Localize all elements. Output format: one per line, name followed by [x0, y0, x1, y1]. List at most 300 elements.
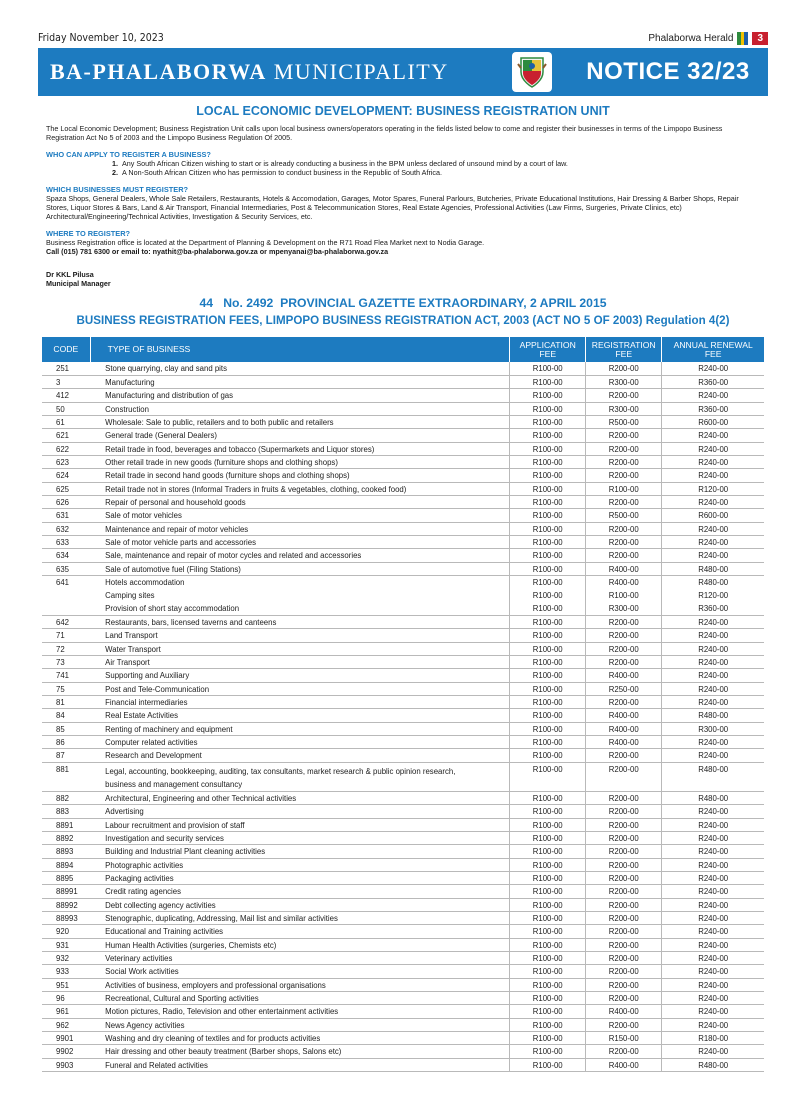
- cell-application-fee: R100-00: [510, 682, 586, 695]
- cell-renewal-fee: R240-00: [662, 469, 764, 482]
- gazette-reference: 44 No. 2492 PROVINCIAL GAZETTE EXTRAORDINARY, 2 APRIL 2015: [199, 296, 607, 310]
- cell-business-type: Wholesale: Sale to public, retailers and to both public and retailers: [90, 415, 510, 428]
- cell-renewal-fee: R240-00: [662, 495, 764, 508]
- flag-stripes-icon: [737, 32, 748, 45]
- notice-number: NOTICE 32/23: [568, 48, 768, 96]
- table-row: [42, 805, 764, 818]
- intro-paragraph: The Local Economic Development; Business Registration Unit calls upon local business owners/operators operating in the fields listed below to come and register their businesses in terms of the Limpopo Business Registration Act No 5 of 2003 and the Limpopo Business Regulation Of 2005.: [46, 124, 723, 142]
- banner-title-bold: BA-PHALABORWA: [50, 59, 267, 84]
- col-header-application-line2: FEE: [539, 348, 557, 359]
- cell-business-type: Sale of motor vehicle parts and accessories: [90, 535, 510, 548]
- cell-business-type: Labour recruitment and provision of staff: [90, 818, 510, 831]
- cell-code: 641: [56, 578, 70, 587]
- cell-code: 624: [42, 469, 90, 482]
- cell-registration-fee: R500-00: [586, 415, 662, 428]
- cell-business-type: Camping sites: [105, 590, 155, 600]
- contact-line: Call (015) 781 6300 or email to: nyathit@ba-phalaborwa.gov.za or mpenyanai@ba-phalaborwa.gov.za: [46, 247, 389, 256]
- cell-application-fee: R100-00: [510, 1018, 586, 1031]
- cell-registration-fee: R200-00: [586, 642, 662, 655]
- paper-masthead: [648, 32, 768, 45]
- cell-code: 9902: [42, 1045, 90, 1058]
- cell-renewal-fee: R240-00: [662, 629, 764, 642]
- cell-application-fee: R100-00: [510, 991, 586, 1004]
- cell-application-fee: R100-00: [510, 669, 586, 682]
- table-row: [42, 722, 764, 735]
- cell-business-type: Sale, maintenance and repair of motor cycles and related and accessories: [90, 549, 510, 562]
- cell-renewal-fee: R480-00: [662, 762, 764, 791]
- cell-business-type: Manufacturing: [90, 375, 510, 388]
- cell-application-fee: R100-00: [510, 1045, 586, 1058]
- cell-business-type: Veterinary activities: [90, 951, 510, 964]
- cell-application-fee: R100-00: [510, 965, 586, 978]
- cell-application-fee: R100-00: [510, 535, 586, 548]
- municipal-crest-icon: [512, 52, 552, 92]
- cell-renewal-fee: R240-00: [662, 549, 764, 562]
- cell-business-type: Debt collecting agency activities: [90, 898, 510, 911]
- cell-registration-fee: R200-00: [586, 858, 662, 871]
- cell-code: 251: [42, 362, 90, 375]
- cell-registration-fee: R200-00: [586, 362, 662, 375]
- cell-application-fee: R100-00: [510, 885, 586, 898]
- cell-renewal-fee: R300-00: [662, 722, 764, 735]
- cell-business-type: Hair dressing and other beauty treatment (Barber shops, Salons etc): [90, 1045, 510, 1058]
- table-row: [42, 1058, 764, 1071]
- table-row: [42, 469, 764, 482]
- cell-code: 920: [42, 925, 90, 938]
- cell-code: 9901: [42, 1032, 90, 1045]
- signatory-title: Municipal Manager: [46, 279, 111, 288]
- cell-business-type: Sale of automotive fuel (Filing Stations): [90, 562, 510, 575]
- cell-renewal-fee: R240-00: [662, 978, 764, 991]
- table-row: [42, 375, 764, 388]
- cell-application-fee: R100-00: [510, 951, 586, 964]
- cell-application-fee: R100-00: [510, 1005, 586, 1018]
- list-text: Any South African Citizen wishing to start or is already conducting a business in the BPM unless declared of unsound mind by a court of law.: [122, 159, 568, 168]
- fees-table-body: [42, 362, 764, 1072]
- cell-application-fee: R100-00: [510, 656, 586, 669]
- list-text: A Non-South African Citizen who has permission to conduct business in the Republic of South Africa.: [122, 168, 443, 177]
- table-row: [42, 415, 764, 428]
- cell-code: 623: [42, 455, 90, 468]
- cell-application-fee: R100-00: [510, 1032, 586, 1045]
- table-row: [42, 965, 764, 978]
- cell-registration-fee: R200-00: [586, 549, 662, 562]
- cell-registration-fee: R400-00: [586, 576, 662, 589]
- table-row: [42, 818, 764, 831]
- cell-renewal-fee: R240-00: [662, 362, 764, 375]
- cell-application-fee: R100-00: [510, 549, 586, 562]
- cell-registration-fee: R200-00: [586, 818, 662, 831]
- table-row: [42, 656, 764, 669]
- table-header-row: [42, 337, 764, 362]
- cell-business-type: Manufacturing and distribution of gas: [90, 389, 510, 402]
- cell-application-fee: R100-00: [510, 522, 586, 535]
- cell-registration-fee: R200-00: [586, 616, 662, 629]
- cell-code: 932: [42, 951, 90, 964]
- who-list: [46, 159, 760, 177]
- who-heading: WHO CAN APPLY TO REGISTER A BUSINESS?: [46, 150, 211, 159]
- cell-renewal-fee: R120-00: [662, 482, 764, 495]
- cell-registration-fee: R200-00: [586, 1045, 662, 1058]
- cell-business-type: Architectural, Engineering and other Technical activities: [90, 791, 510, 804]
- cell-registration-fee: R200-00: [586, 911, 662, 924]
- cell-application-fee: R100-00: [510, 938, 586, 951]
- cell-registration-fee: R200-00: [586, 1018, 662, 1031]
- cell-business-type: General trade (General Dealers): [90, 429, 510, 442]
- cell-code: 81: [42, 696, 90, 709]
- cell-business-type: Computer related activities: [90, 736, 510, 749]
- cell-renewal-fee: R240-00: [662, 818, 764, 831]
- cell-business-type: Post and Tele-Communication: [90, 682, 510, 695]
- cell-application-fee: R100-00: [510, 736, 586, 749]
- cell-registration-fee: R400-00: [586, 669, 662, 682]
- cell-business-type: Supporting and Auxiliary: [90, 669, 510, 682]
- cell-registration-fee: R200-00: [586, 925, 662, 938]
- cell-renewal-fee: R240-00: [662, 749, 764, 762]
- cell-registration-fee: R200-00: [586, 696, 662, 709]
- cell-renewal-fee: R240-00: [662, 898, 764, 911]
- table-row: [42, 1018, 764, 1031]
- fees-table: [42, 337, 764, 1072]
- cell-renewal-fee: R240-00: [662, 429, 764, 442]
- cell-registration-fee: R200-00: [586, 831, 662, 844]
- cell-registration-fee: R200-00: [586, 495, 662, 508]
- cell-renewal-fee: R240-00: [662, 642, 764, 655]
- cell-code: 72: [42, 642, 90, 655]
- cell-renewal-fee: R240-00: [662, 991, 764, 1004]
- cell-code: 633: [42, 535, 90, 548]
- cell-application-fee: R100-00: [510, 642, 586, 655]
- cell-code: 882: [42, 791, 90, 804]
- cell-registration-fee: R200-00: [586, 629, 662, 642]
- cell-renewal-fee: R240-00: [662, 1005, 764, 1018]
- banner-title: [50, 59, 449, 85]
- cell-application-fee: R100-00: [510, 696, 586, 709]
- cell-application-fee: R100-00: [510, 629, 586, 642]
- cell-renewal-fee: R360-00: [662, 402, 764, 415]
- cell-registration-fee: R200-00: [586, 885, 662, 898]
- cell-registration-fee: R100-00: [586, 589, 662, 602]
- cell-code: 631: [42, 509, 90, 522]
- cell-renewal-fee: R480-00: [662, 562, 764, 575]
- cell-business-type: News Agency activities: [90, 1018, 510, 1031]
- cell-application-fee: R100-00: [510, 709, 586, 722]
- table-row: [42, 951, 764, 964]
- cell-business-type: Retail trade in second hand goods (furniture shops and clothing shops): [90, 469, 510, 482]
- cell-renewal-fee: R240-00: [662, 885, 764, 898]
- cell-code: 88992: [42, 898, 90, 911]
- table-row: [42, 549, 764, 562]
- cell-code: 625: [42, 482, 90, 495]
- cell-business-type: Photographic activities: [90, 858, 510, 871]
- cell-application-fee: R100-00: [510, 362, 586, 375]
- cell-code: 881: [42, 762, 90, 791]
- cell-business-type: Land Transport: [90, 629, 510, 642]
- cell-registration-fee: R300-00: [586, 375, 662, 388]
- cell-business-type: Building and Industrial Plant cleaning activities: [90, 845, 510, 858]
- which-paragraph: Spaza Shops, General Dealers, Whole Sale Retailers, Restaurants, Hotels & Accomodation, Garages, Motor Spares, Funeral Parlours, Butcheries, Private Educational Institutions, Hair Dressing & Barber Shops, Repair Stores, Liquor Stores & Bars, Land & Air Transport, Financial Intermediaries, Post & Telecommunication Stores, Real Estate Agencies, Professional Activities (Law Firms, Surgeries, Private Clinics, etc) Architectural/Engineering/Technical Activities, Investigation & Security Services, etc.: [46, 194, 739, 221]
- cell-business-type: Hotels accommodation: [105, 578, 185, 587]
- table-row: [42, 535, 764, 548]
- col-header-registration-line1: REGISTRATION: [591, 339, 656, 350]
- cell-registration-fee: R200-00: [586, 871, 662, 884]
- table-row: [42, 589, 764, 602]
- cell-code: 3: [42, 375, 90, 388]
- cell-registration-fee: R200-00: [586, 805, 662, 818]
- cell-registration-fee: R200-00: [586, 898, 662, 911]
- cell-renewal-fee: R240-00: [662, 951, 764, 964]
- cell-code: 412: [42, 389, 90, 402]
- col-header-registration: [586, 337, 662, 362]
- cell-business-type: Social Work activities: [90, 965, 510, 978]
- cell-business-type: Sale of motor vehicles: [90, 509, 510, 522]
- cell-renewal-fee: R360-00: [662, 375, 764, 388]
- table-row: [42, 495, 764, 508]
- cell-renewal-fee: R240-00: [662, 871, 764, 884]
- cell-code: 8893: [42, 845, 90, 858]
- cell-application-fee: R100-00: [510, 858, 586, 871]
- where-paragraph: Business Registration office is located at the Department of Planning & Development on the R71 Road Flea Market next to Nodia Garage.: [46, 238, 485, 247]
- cell-code: 87: [42, 749, 90, 762]
- cell-application-fee: R100-00: [510, 482, 586, 495]
- cell-code: 951: [42, 978, 90, 991]
- cell-registration-fee: R200-00: [586, 965, 662, 978]
- cell-renewal-fee: R240-00: [662, 442, 764, 455]
- table-row: [42, 482, 764, 495]
- cell-business-type: Activities of business, employers and professional organisations: [90, 978, 510, 991]
- cell-application-fee: R100-00: [510, 925, 586, 938]
- cell-application-fee: R100-00: [510, 749, 586, 762]
- table-row: [42, 429, 764, 442]
- cell-renewal-fee: R240-00: [662, 522, 764, 535]
- table-row: [42, 455, 764, 468]
- cell-renewal-fee: R120-00: [662, 589, 764, 602]
- list-number: 1.: [112, 159, 118, 168]
- table-row: [42, 938, 764, 951]
- cell-code: 962: [42, 1018, 90, 1031]
- cell-code: 61: [42, 415, 90, 428]
- cell-business-type: Investigation and security services: [90, 831, 510, 844]
- cell-code: 86: [42, 736, 90, 749]
- cell-application-fee: R100-00: [510, 898, 586, 911]
- list-number: 2.: [112, 168, 118, 177]
- cell-code: 9903: [42, 1058, 90, 1071]
- cell-business-type: Research and Development: [90, 749, 510, 762]
- cell-business-type: Legal, accounting, bookkeeping, auditing, tax consultants, market research & public opinion research, business and management consultancy: [90, 762, 510, 791]
- table-row: [42, 616, 764, 629]
- table-row: [42, 911, 764, 924]
- cell-renewal-fee: R240-00: [662, 682, 764, 695]
- cell-business-type: Retail trade not in stores (Informal Traders in fruits & vegetables, clothing, cooked food): [90, 482, 510, 495]
- table-row: [42, 925, 764, 938]
- cell-renewal-fee: R240-00: [662, 1045, 764, 1058]
- notice-heading: LOCAL ECONOMIC DEVELOPMENT: BUSINESS REGISTRATION UNIT: [196, 104, 610, 118]
- cell-code: 634: [42, 549, 90, 562]
- table-row: [42, 642, 764, 655]
- cell-code: 635: [42, 562, 90, 575]
- table-row: [42, 562, 764, 575]
- cell-registration-fee: R200-00: [586, 978, 662, 991]
- where-heading: WHERE TO REGISTER?: [46, 229, 131, 238]
- table-row: [42, 602, 764, 615]
- table-row: [42, 991, 764, 1004]
- cell-business-type: Funeral and Related activities: [90, 1058, 510, 1071]
- cell-business-type: Other retail trade in new goods (furniture shops and clothing shops): [90, 455, 510, 468]
- cell-code: 931: [42, 938, 90, 951]
- cell-business-type: Air Transport: [90, 656, 510, 669]
- col-header-renewal-line1: ANNUAL RENEWAL: [673, 339, 753, 350]
- notice-panel: [568, 48, 768, 96]
- cell-business-type: Provision of short stay accommodation: [90, 602, 510, 615]
- cell-code: [42, 602, 90, 615]
- fees-heading: BUSINESS REGISTRATION FEES, LIMPOPO BUSINESS REGISTRATION ACT, 2003 (ACT NO 5 OF 2003) Regulation 4(2): [76, 314, 730, 327]
- cell-renewal-fee: R240-00: [662, 389, 764, 402]
- col-header-renewal: [662, 337, 764, 362]
- cell-application-fee: R100-00: [510, 978, 586, 991]
- cell-business-type: Recreational, Cultural and Sporting activities: [90, 991, 510, 1004]
- cell-business-type: Restaurants, bars, licensed taverns and canteens: [90, 616, 510, 629]
- cell-renewal-fee: R480-00: [662, 1058, 764, 1071]
- cell-business-type: Real Estate Activities: [90, 709, 510, 722]
- table-row: [42, 831, 764, 844]
- cell-code: 933: [42, 965, 90, 978]
- cell-code: 741: [42, 669, 90, 682]
- cell-application-fee: R100-00: [510, 495, 586, 508]
- cell-registration-fee: R200-00: [586, 845, 662, 858]
- cell-renewal-fee: R240-00: [662, 805, 764, 818]
- cell-registration-fee: R400-00: [586, 562, 662, 575]
- cell-application-fee: R100-00: [510, 562, 586, 575]
- municipality-banner: [38, 48, 768, 96]
- cell-registration-fee: R200-00: [586, 791, 662, 804]
- cell-renewal-fee: R240-00: [662, 845, 764, 858]
- cell-registration-fee: R200-00: [586, 535, 662, 548]
- table-row: [42, 1032, 764, 1045]
- table-row: [42, 978, 764, 991]
- cell-renewal-fee: R240-00: [662, 858, 764, 871]
- cell-business-type: Construction: [90, 402, 510, 415]
- cell-renewal-fee: R180-00: [662, 1032, 764, 1045]
- table-row: [42, 669, 764, 682]
- cell-application-fee: R100-00: [510, 389, 586, 402]
- cell-renewal-fee: R600-00: [662, 509, 764, 522]
- cell-business-type: Motion pictures, Radio, Television and other entertainment activities: [90, 1005, 510, 1018]
- signatory: [46, 270, 760, 288]
- cell-registration-fee: R200-00: [586, 749, 662, 762]
- table-row: [42, 402, 764, 415]
- table-row: [42, 762, 764, 791]
- cell-registration-fee: R200-00: [586, 991, 662, 1004]
- cell-renewal-fee: R240-00: [662, 736, 764, 749]
- table-row: [42, 791, 764, 804]
- cell-code: 71: [42, 629, 90, 642]
- cell-business-type: Washing and dry cleaning of textiles and for products activities: [90, 1032, 510, 1045]
- cell-registration-fee: R200-00: [586, 469, 662, 482]
- cell-registration-fee: R400-00: [586, 709, 662, 722]
- cell-registration-fee: R200-00: [586, 429, 662, 442]
- cell-business-type: Human Health Activities (surgeries, Chemists etc): [90, 938, 510, 951]
- list-item: [112, 159, 760, 168]
- cell-business-type: Stone quarrying, clay and sand pits: [90, 362, 510, 375]
- cell-application-fee: R100-00: [510, 415, 586, 428]
- cell-renewal-fee: R240-00: [662, 616, 764, 629]
- cell-business-type: Educational and Training activities: [90, 925, 510, 938]
- cell-registration-fee: R100-00: [586, 482, 662, 495]
- col-header-application-line1: APPLICATION: [519, 339, 576, 350]
- cell-application-fee: R100-00: [510, 469, 586, 482]
- table-row: [42, 682, 764, 695]
- cell-renewal-fee: R240-00: [662, 535, 764, 548]
- cell-renewal-fee: R480-00: [662, 709, 764, 722]
- table-row: [42, 442, 764, 455]
- cell-code: 88993: [42, 911, 90, 924]
- cell-registration-fee: R300-00: [586, 402, 662, 415]
- cell-application-fee: R100-00: [510, 805, 586, 818]
- banner-title-rest: MUNICIPALITY: [273, 59, 449, 84]
- which-heading: WHICH BUSINESSES MUST REGISTER?: [46, 185, 189, 194]
- cell-business-type: Financial intermediaries: [90, 696, 510, 709]
- cell-registration-fee: R400-00: [586, 1005, 662, 1018]
- cell-code: 632: [42, 522, 90, 535]
- cell-application-fee: R100-00: [510, 1058, 586, 1071]
- cell-application-fee: R100-00: [510, 845, 586, 858]
- cell-registration-fee: R200-00: [586, 656, 662, 669]
- cell-registration-fee: R200-00: [586, 522, 662, 535]
- cell-business-type: Maintenance and repair of motor vehicles: [90, 522, 510, 535]
- cell-registration-fee: R200-00: [586, 455, 662, 468]
- page-number: 3: [752, 32, 768, 45]
- cell-code: 961: [42, 1005, 90, 1018]
- cell-renewal-fee: R240-00: [662, 696, 764, 709]
- cell-application-fee: R100-00: [510, 442, 586, 455]
- col-header-application: [510, 337, 586, 362]
- cell-code: 84: [42, 709, 90, 722]
- cell-renewal-fee: R240-00: [662, 911, 764, 924]
- cell-code: 626: [42, 495, 90, 508]
- cell-code: 883: [42, 805, 90, 818]
- cell-code: 85: [42, 722, 90, 735]
- cell-application-fee: R100-00: [510, 509, 586, 522]
- cell-code: 8891: [42, 818, 90, 831]
- cell-renewal-fee: R240-00: [662, 831, 764, 844]
- cell-code: 8894: [42, 858, 90, 871]
- paper-name: Phalaborwa Herald: [648, 33, 734, 44]
- table-row: [42, 736, 764, 749]
- notice-body: [46, 104, 760, 327]
- page-top-line: [38, 32, 768, 48]
- cell-application-fee: R100-00: [510, 818, 586, 831]
- cell-registration-fee: R400-00: [586, 1058, 662, 1071]
- cell-application-fee: R100-00: [510, 722, 586, 735]
- cell-code: 622: [42, 442, 90, 455]
- table-row: [42, 509, 764, 522]
- cell-code: 8892: [42, 831, 90, 844]
- table-row: [42, 362, 764, 375]
- table-row: [42, 522, 764, 535]
- cell-renewal-fee: R240-00: [662, 669, 764, 682]
- cell-application-fee: R100-00: [510, 576, 586, 589]
- cell-code: 96: [42, 991, 90, 1004]
- cell-application-fee: R100-00: [510, 402, 586, 415]
- cell-code: 50: [42, 402, 90, 415]
- cell-application-fee: R100-00: [510, 375, 586, 388]
- cell-registration-fee: R400-00: [586, 722, 662, 735]
- cell-application-fee: R100-00: [510, 616, 586, 629]
- col-header-code: CODE: [42, 337, 90, 362]
- cell-business-type: Credit rating agencies: [90, 885, 510, 898]
- table-row: [42, 1005, 764, 1018]
- cell-code: 73: [42, 656, 90, 669]
